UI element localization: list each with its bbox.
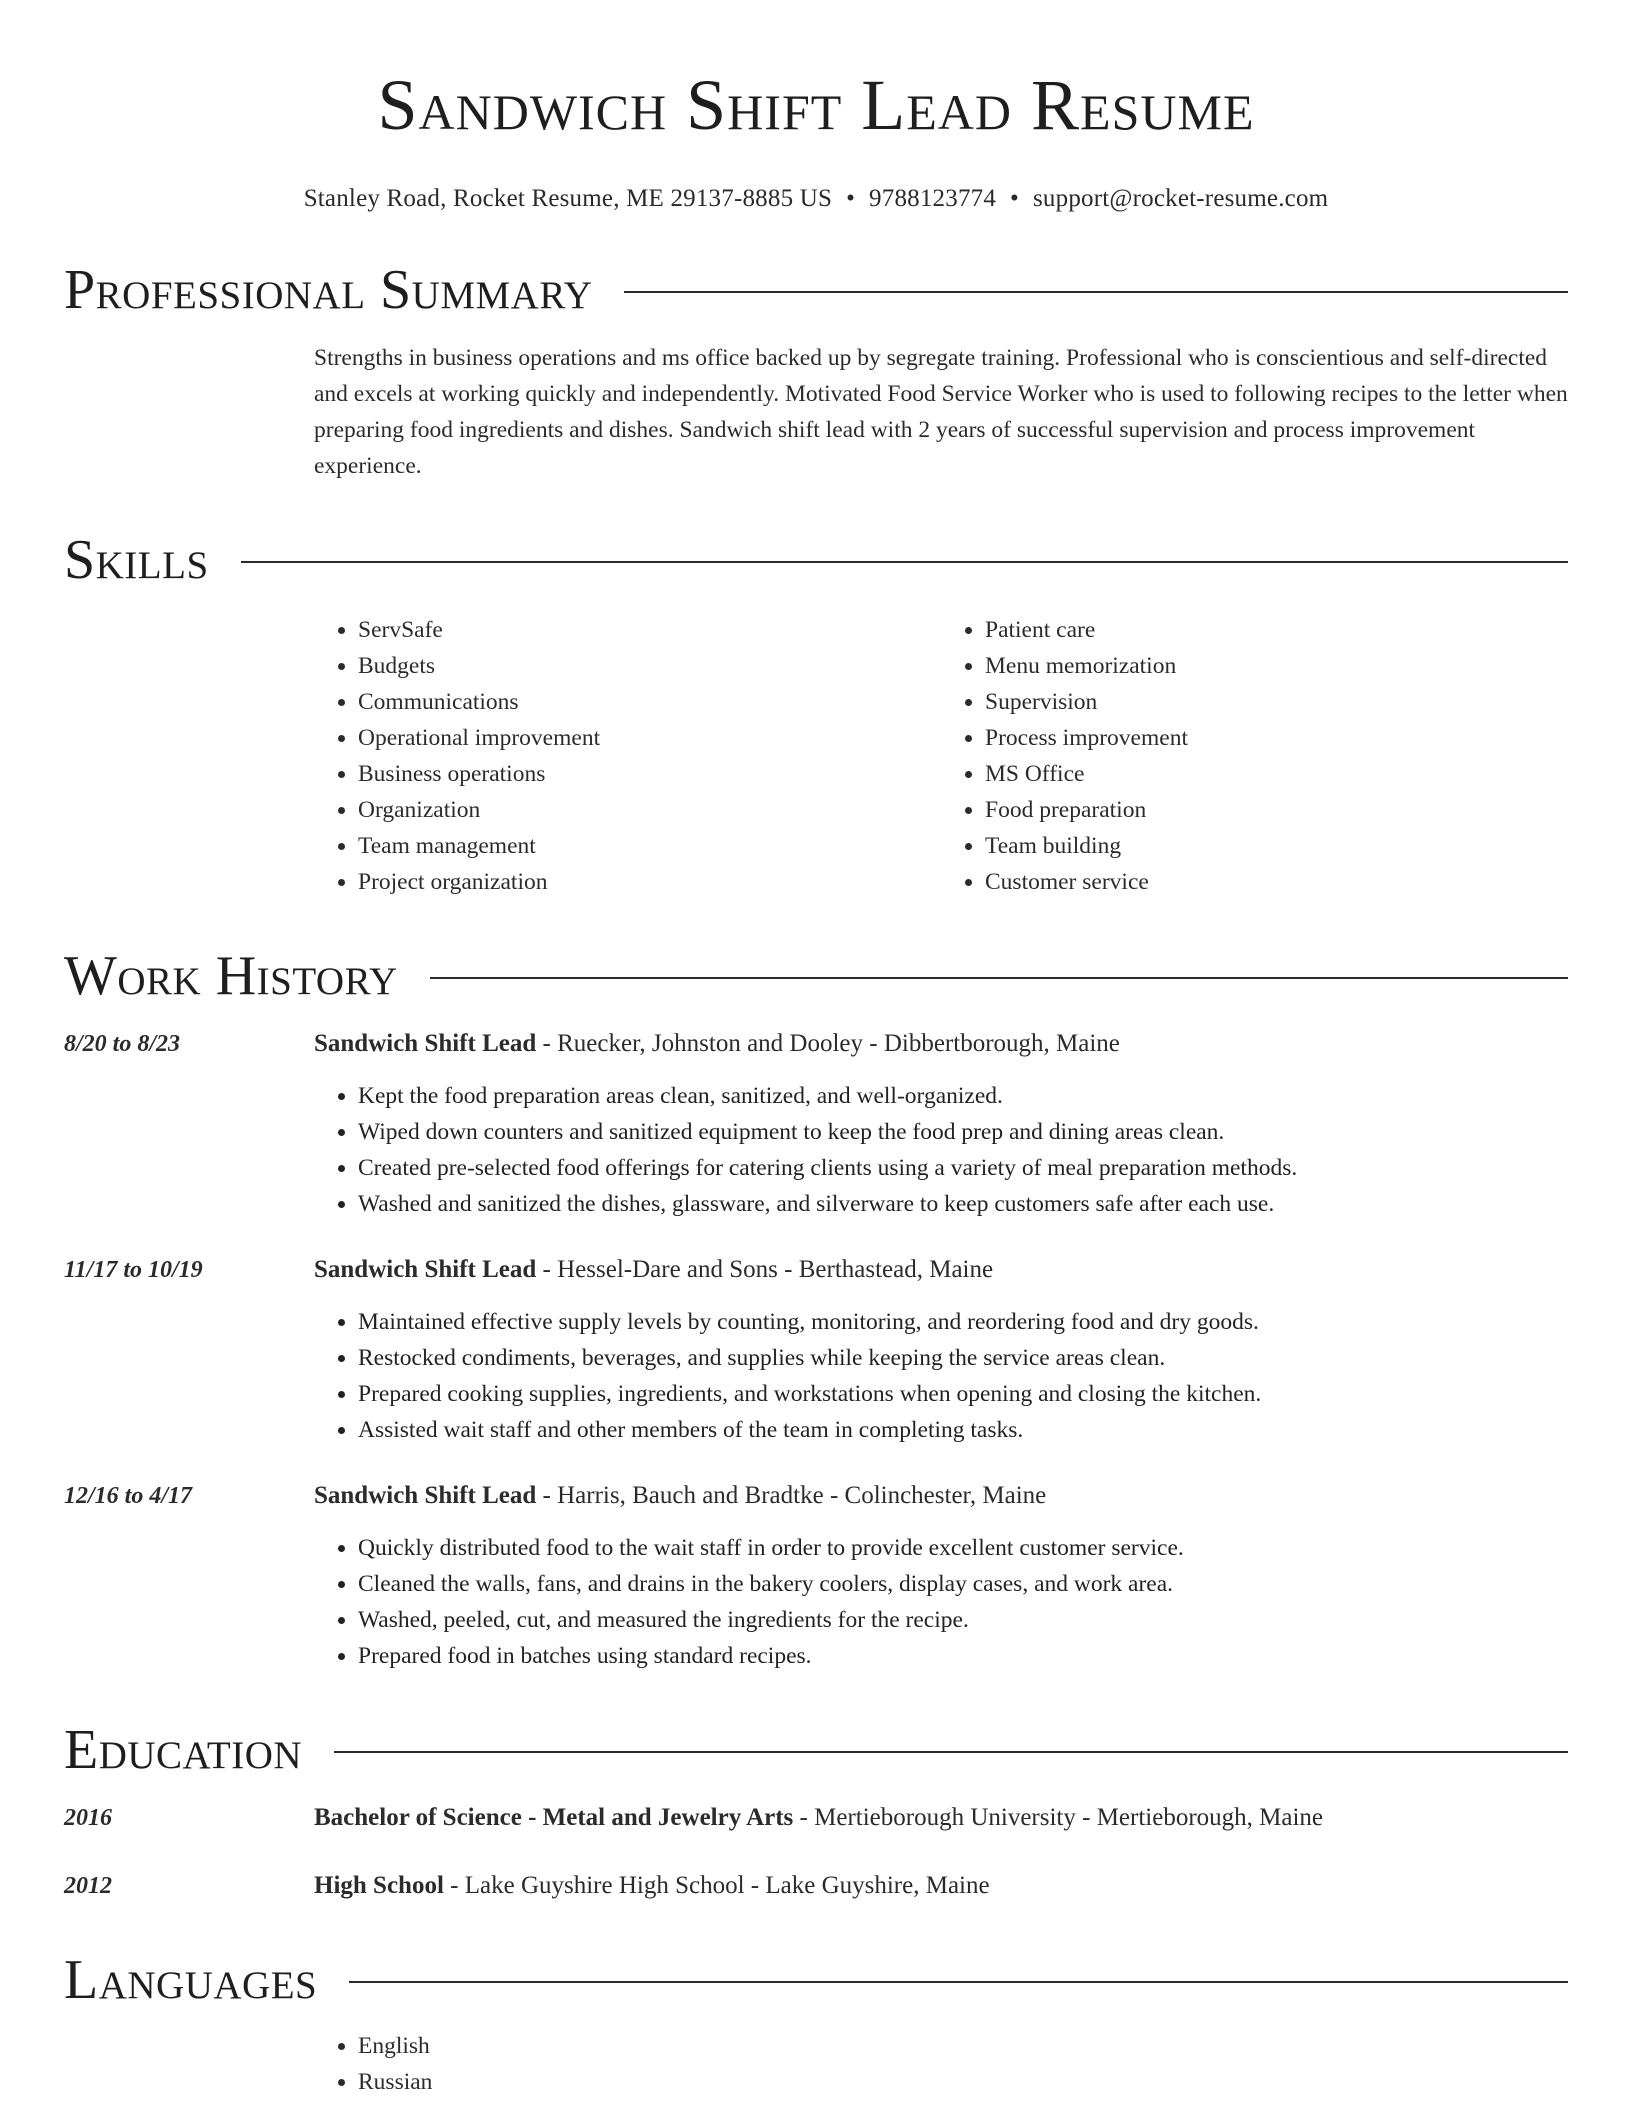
languages-bullets [314,2028,1568,2100]
job-title: Sandwich Shift Lead [314,1030,537,1057]
job-duties [314,1530,1568,1674]
skill-item: • ServSafe [358,612,941,648]
section-divider [241,561,1568,563]
skill-item: • Operational improvement [358,720,941,756]
phone: 9788123774 [869,185,997,212]
job-dates: 8/20 to 8/23 [64,1031,181,1057]
skill-item: • Food preparation [985,792,1568,828]
section-divider [430,977,1568,979]
section-title-work: Work History [64,945,398,1007]
school: - Lake Guyshire High School - Lake Guyshire, Maine [443,1872,990,1899]
job-duty: • Washed, peeled, cut, and measured the ingredients for the recipe. [358,1602,1568,1638]
languages-section-header [64,1950,1568,2010]
job-dates: 12/16 to 4/17 [64,1483,193,1509]
section-divider [349,1981,1568,1983]
job-dates: 11/17 to 10/19 [64,1257,203,1283]
skill-item: • Team management [358,828,941,864]
job-employer: - Harris, Bauch and Bradtke - Colinchester, Maine [536,1482,1047,1509]
job-duty: • Kept the food preparation areas clean, sanitized, and well-organized. [358,1078,1568,1114]
job-duty: • Maintained effective supply levels by counting, monitoring, and reordering food and dry goods. [358,1304,1568,1340]
skills-column-right [941,612,1568,900]
job-duty: • Prepared food in batches using standard recipes. [358,1638,1568,1674]
skill-item: • Budgets [358,648,941,684]
summary-text: Strengths in business operations and ms office backed up by segregate training. Professional who is conscientious and self-directed and excels at working quickly and independently. Motivated Food Service Worker who is used to following recipes to the letter when preparing food ingredients and dishes. Sandwich shift lead with 2 years of successful supervision and process improvement experience. [314,345,1568,479]
education-heading [314,1868,1568,1904]
job-duty: • Restocked condiments, beverages, and supplies while keeping the service areas clean. [358,1340,1568,1376]
job-duties [314,1078,1568,1222]
job-entry [64,1252,1568,1448]
job-heading [314,1026,1568,1062]
job-entry [64,1026,1568,1222]
skills-list [314,612,1568,900]
skill-item: • Process improvement [985,720,1568,756]
skills-column-left [314,612,941,900]
language-item: • English [358,2028,1568,2064]
education-year: 2016 [64,1805,112,1831]
section-divider [624,291,1568,293]
job-employer: - Ruecker, Johnston and Dooley - Dibbertborough, Maine [536,1030,1120,1057]
job-title: Sandwich Shift Lead [314,1256,537,1283]
languages-list [314,2028,1568,2100]
work-section-header [64,946,1568,1006]
job-heading [314,1478,1568,1514]
resume-title: Sandwich Shift Lead Resume [377,65,1255,145]
skill-item: • Organization [358,792,941,828]
school: - Mertieborough University - Mertieborough, Maine [793,1804,1324,1831]
job-duty: • Assisted wait staff and other members of the team in completing tasks. [358,1412,1568,1448]
job-heading [314,1252,1568,1288]
education-section-header [64,1720,1568,1780]
degree: Bachelor of Science - Metal and Jewelry Arts [314,1804,794,1831]
skill-item: • Team building [985,828,1568,864]
section-title-education: Education [64,1719,303,1781]
contact-line [64,184,1568,214]
job-duty: • Created pre-selected food offerings for catering clients using a variety of meal preparation methods. [358,1150,1568,1186]
address: Stanley Road, Rocket Resume, ME 29137-8885 US [303,185,833,212]
job-duty: • Prepared cooking supplies, ingredients, and workstations when opening and closing the kitchen. [358,1376,1568,1412]
skill-item: • Supervision [985,684,1568,720]
job-employer: - Hessel-Dare and Sons - Berthastead, Maine [536,1256,994,1283]
job-duty: • Quickly distributed food to the wait staff in order to provide excellent customer service. [358,1530,1568,1566]
summary-section-header [64,260,1568,320]
email: support@rocket-resume.com [1033,185,1329,212]
education-year: 2012 [64,1873,112,1899]
skill-item: • Patient care [985,612,1568,648]
skill-item: • Customer service [985,864,1568,900]
job-entry [64,1478,1568,1674]
language-item: • Russian [358,2064,1568,2100]
education-entry [64,1868,1568,1904]
education-list [64,1800,1568,1904]
job-duty: • Wiped down counters and sanitized equipment to keep the food prep and dining areas clean. [358,1114,1568,1150]
skill-item: • Project organization [358,864,941,900]
job-title: Sandwich Shift Lead [314,1482,537,1509]
skills-section-header [64,530,1568,590]
skill-item: • MS Office [985,756,1568,792]
education-entry [64,1800,1568,1836]
job-duty: • Washed and sanitized the dishes, glassware, and silverware to keep customers safe after each use. [358,1186,1568,1222]
section-title-skills: Skills [64,529,209,591]
skill-item: • Business operations [358,756,941,792]
skill-item: • Menu memorization [985,648,1568,684]
job-duty: • Cleaned the walls, fans, and drains in the bakery coolers, display cases, and work area. [358,1566,1568,1602]
work-history-list [64,1026,1568,1674]
separator-dot: • [1010,185,1019,212]
section-title-languages: Languages [64,1949,318,2011]
job-duties [314,1304,1568,1448]
section-divider [334,1751,1568,1753]
separator-dot: • [846,185,856,212]
section-title-summary: Professional Summary [64,259,593,321]
education-heading [314,1800,1568,1836]
skill-item: • Communications [358,684,941,720]
degree: High School [314,1872,444,1899]
